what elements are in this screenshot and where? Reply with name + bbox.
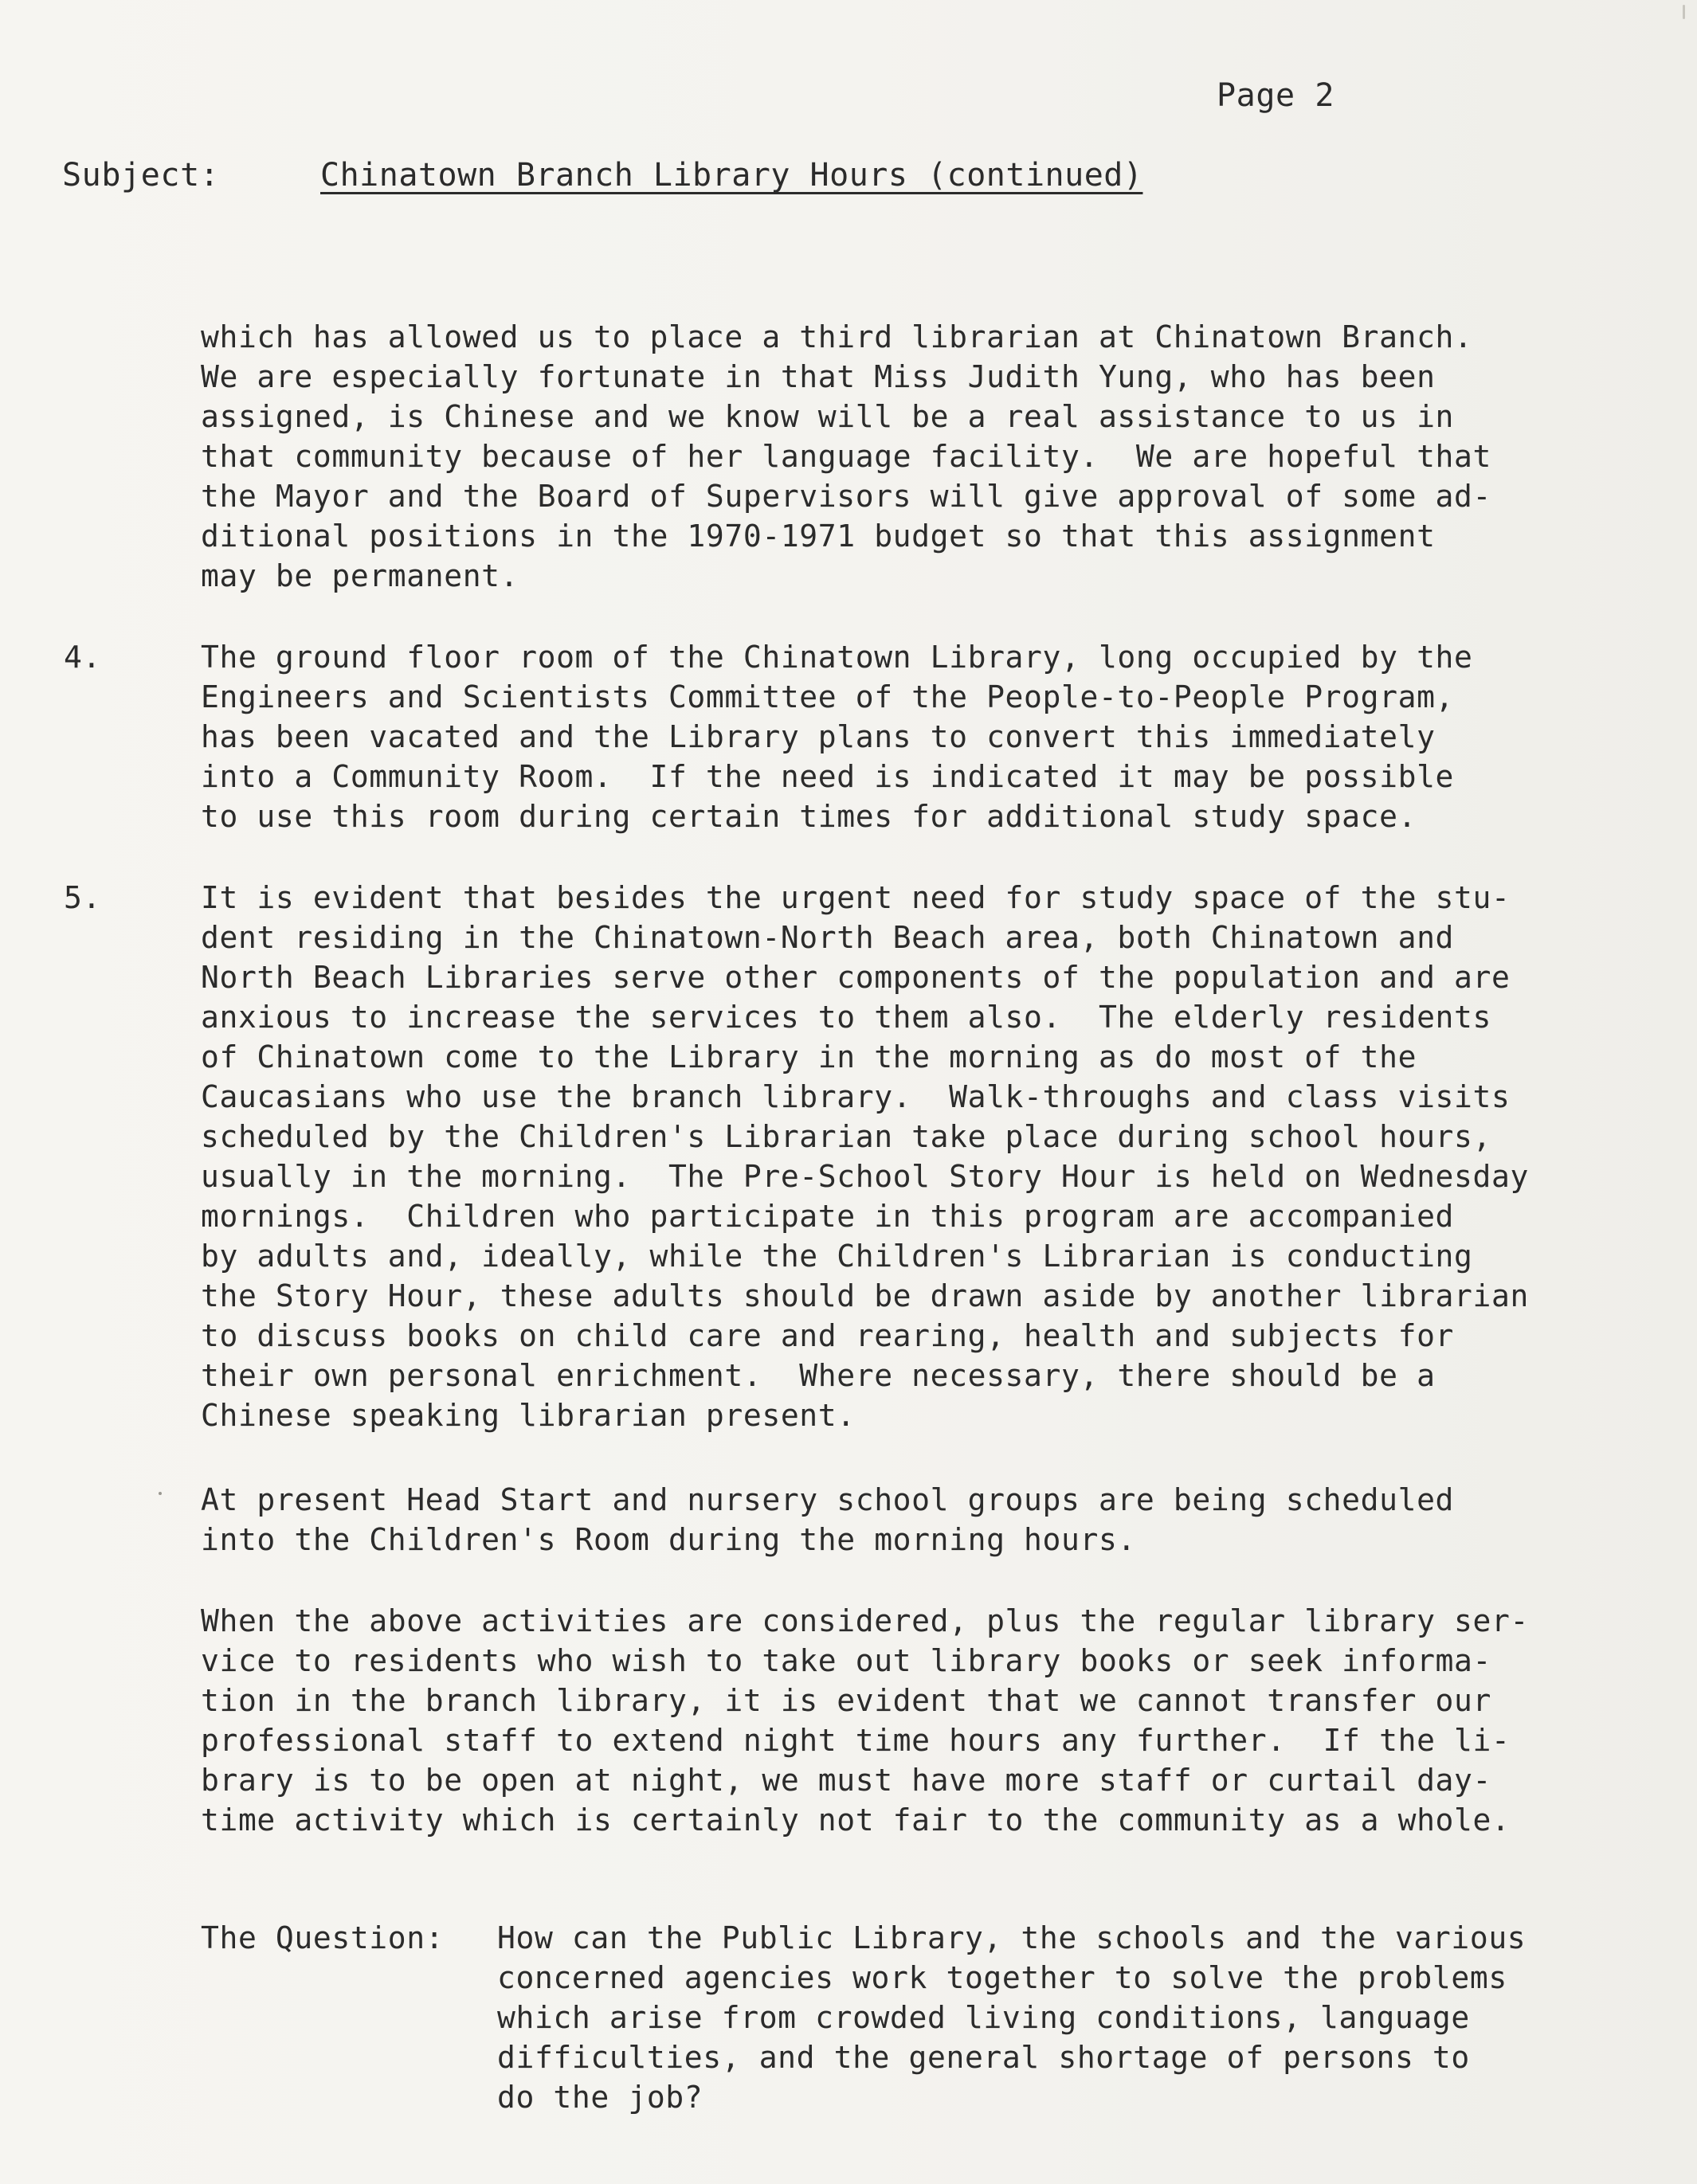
- paragraph-line: the Mayor and the Board of Supervisors will give approval of some ad-: [201, 479, 1491, 514]
- paragraph-line: their own personal enrichment. Where necessary, there should be a: [201, 1358, 1436, 1393]
- paper-speck: [1683, 5, 1685, 19]
- paragraph-line: to use this room during certain times for additional study space.: [201, 799, 1417, 834]
- paragraph-line: tion in the branch library, it is evident that we cannot transfer our: [201, 1683, 1491, 1718]
- paragraph-line: by adults and, ideally, while the Children's Librarian is conducting: [201, 1239, 1473, 1274]
- paragraph-line: dent residing in the Chinatown-North Beach area, both Chinatown and: [201, 920, 1455, 955]
- question-line: How can the Public Library, the schools and the various: [497, 1920, 1527, 1955]
- paragraph-line: ditional positions in the 1970-1971 budget so that this assignment: [201, 519, 1436, 554]
- paragraph-line: anxious to increase the services to them also. The elderly residents: [201, 1000, 1491, 1035]
- paragraph-line: mornings. Children who participate in this program are accompanied: [201, 1199, 1455, 1234]
- item-number: 4.: [64, 640, 101, 675]
- paragraph-line: into a Community Room. If the need is indicated it may be possible: [201, 759, 1455, 794]
- paragraph-line: vice to residents who wish to take out library books or seek informa-: [201, 1643, 1491, 1678]
- question-line: difficulties, and the general shortage of persons to: [497, 2040, 1470, 2075]
- paragraph-line: that community because of her language facility. We are hopeful that: [201, 439, 1491, 474]
- paragraph-line: has been vacated and the Library plans to convert this immediately: [201, 719, 1436, 754]
- subject-label: Subject:: [62, 157, 220, 194]
- paragraph-line: which has allowed us to place a third librarian at Chinatown Branch.: [201, 319, 1473, 354]
- paragraph-line: the Story Hour, these adults should be drawn aside by another librarian: [201, 1278, 1529, 1313]
- paragraph-line: professional staff to extend night time hours any further. If the li-: [201, 1723, 1511, 1758]
- page-number: Page 2: [1217, 77, 1335, 114]
- paragraph-line: time activity which is certainly not fair to the community as a whole.: [201, 1802, 1511, 1838]
- question-label: The Question:: [201, 1920, 445, 1955]
- paragraph-line: may be permanent.: [201, 558, 519, 593]
- paragraph-line: The ground floor room of the Chinatown Library, long occupied by the: [201, 640, 1473, 675]
- paragraph-line: Engineers and Scientists Committee of the People-to-People Program,: [201, 679, 1455, 714]
- paragraph-line: scheduled by the Children's Librarian take place during school hours,: [201, 1119, 1491, 1154]
- paragraph-line: brary is to be open at night, we must have more staff or curtail day-: [201, 1763, 1491, 1798]
- paragraph-line: into the Children's Room during the morning hours.: [201, 1522, 1136, 1557]
- paragraph-line: to discuss books on child care and rearing, health and subjects for: [201, 1318, 1455, 1353]
- item-number: 5.: [64, 880, 101, 915]
- paragraph-line: It is evident that besides the urgent need for study space of the stu-: [201, 880, 1511, 915]
- paragraph-line: usually in the morning. The Pre-School Story Hour is held on Wednesday: [201, 1159, 1529, 1194]
- paragraph-line: We are especially fortunate in that Miss Judith Yung, who has been: [201, 359, 1436, 394]
- question-line: concerned agencies work together to solve the problems: [497, 1960, 1507, 1995]
- paragraph-line: Chinese speaking librarian present.: [201, 1398, 856, 1433]
- paragraph-line: assigned, is Chinese and we know will be a real assistance to us in: [201, 399, 1455, 434]
- question-line: do the job?: [497, 2080, 703, 2115]
- question-line: which arise from crowded living conditions, language: [497, 2000, 1470, 2035]
- subject-title: Chinatown Branch Library Hours (continued): [320, 157, 1143, 194]
- paragraph-line: At present Head Start and nursery school groups are being scheduled: [201, 1482, 1455, 1517]
- paragraph-line: When the above activities are considered, plus the regular library ser-: [201, 1603, 1529, 1638]
- paper-speck: [159, 1492, 162, 1495]
- paragraph-line: Caucasians who use the branch library. Walk-throughs and class visits: [201, 1079, 1511, 1114]
- paragraph-line: North Beach Libraries serve other components of the population and are: [201, 960, 1511, 995]
- paragraph-line: of Chinatown come to the Library in the morning as do most of the: [201, 1039, 1417, 1074]
